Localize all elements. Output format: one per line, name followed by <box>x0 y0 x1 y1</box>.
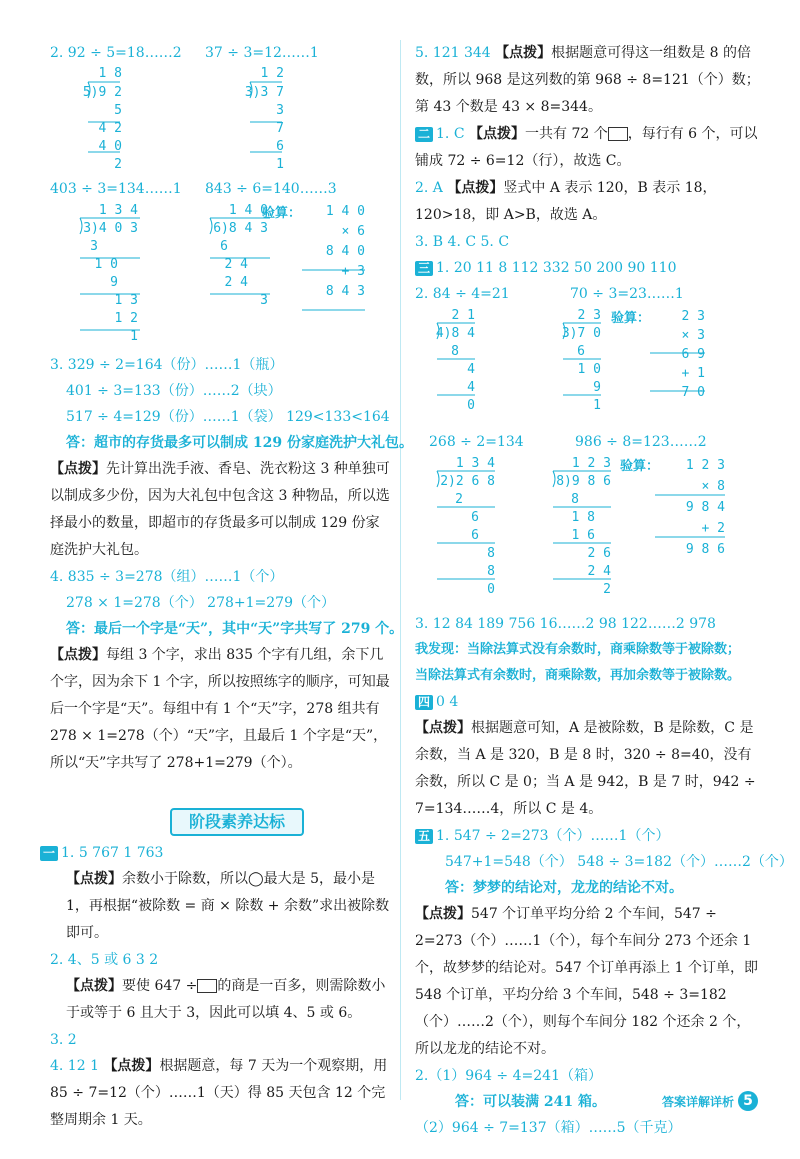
div7-row: 8 <box>487 564 495 579</box>
div2-row: 6 <box>276 139 284 154</box>
div1-row: 2 <box>114 157 122 172</box>
right-column <box>415 40 793 1141</box>
div3-row: 1 3 <box>114 293 138 308</box>
div7-row: 0 <box>487 582 495 597</box>
div6-row: 1 <box>593 398 601 413</box>
div3-row: 1 3 4 <box>98 203 138 218</box>
check-row: 8 4 0 <box>325 244 365 259</box>
q2-line-1: 2. 92 ÷ 5=18……2 <box>50 45 182 61</box>
q3-line: 401 ÷ 3=133（份）……2（块） <box>66 383 282 399</box>
q5: 5. 121 344 <box>415 45 491 61</box>
s3-long-division-2 <box>415 455 760 611</box>
tip-label: 【点拨】 <box>50 647 106 663</box>
div5-row: 4)8 4 <box>435 326 475 341</box>
s3-long-division-1 <box>415 307 760 429</box>
blank-box <box>197 979 217 993</box>
s1-q4-tip: 根据题意，每 7 天为一个观察期，用 85 ÷ 7=12（个）……1（天）得 85 天包含 12 个完整周期余 1 天。 <box>50 1058 388 1128</box>
s1-q1-tip: 余数小于除数，所以◯最大是 5，最小是 1，再根据“被除数 = 商 × 除数 + 余数”求出被除数即可。 <box>66 871 390 941</box>
s1-q2: 2. 4、5 或 6 3 2 <box>50 952 159 968</box>
s2-q1-tip-a: 一共有 72 个 <box>525 126 608 142</box>
s3-finding: 我发现：当除法算式没有余数时，商乘除数等于被除数； <box>415 642 741 657</box>
s5-q1b: 547+1=548（个） 548 ÷ 3=182（个）……2（个） <box>445 854 793 870</box>
div2-row: 3)3 7 <box>244 85 284 100</box>
div7-row: 8 <box>487 546 495 561</box>
check-label: 验算： <box>262 206 302 221</box>
s1-q2-tip-a: 要使 647 ÷ <box>122 978 198 994</box>
s5-q1: 1. 547 ÷ 2=273（个）……1（个） <box>436 828 670 844</box>
q4-tip: 每组 3 个字，求出 835 个字有几组，余下几个字，因为余下 1 个字，所以按照练字的顺序，可知最后一个字是“天”。每组中有 1 个“天”字，278 组共有 278 × 1=278（个）“天”字，且最后 1 个字是“天”，所以“天”字共写了 278+1=279（个）。 <box>50 647 390 771</box>
section-badge: 五 <box>415 829 433 844</box>
page-footer <box>662 1090 758 1112</box>
div5-row: 4 <box>467 380 475 395</box>
q4-answer: 答：最后一个字是“天”，其中“天”字共写了 279 个。 <box>66 621 404 637</box>
div7-row: 6 <box>471 528 479 543</box>
q2-line-4: 843 ÷ 6=140……3 <box>205 181 337 197</box>
s3-q3: 3. 12 84 189 756 16……2 98 122……2 978 <box>415 616 716 632</box>
check-row: 1 4 0 <box>325 204 365 219</box>
s1-q4: 4. 12 1 <box>50 1058 99 1074</box>
div8-row: 8 <box>571 492 579 507</box>
div3-row: 1 2 <box>114 311 138 326</box>
div1-row: 5)9 2 <box>82 85 122 100</box>
column-divider <box>400 40 401 1100</box>
div4-row: 3 <box>260 293 268 308</box>
s2-q2: 2. A <box>415 180 443 196</box>
div2-row: 7 <box>276 121 284 136</box>
s2-q2-tip: 竖式中 A 表示 120，B 表示 18，120>18，即 A>B，故选 A。 <box>415 180 717 223</box>
div7-row: 2 <box>455 492 463 507</box>
section-banner: 阶段素养达标 <box>170 808 304 836</box>
s3-q2a: 2. 84 ÷ 4=21 <box>415 286 510 302</box>
q2-long-division-1 <box>40 66 390 176</box>
q2-long-division-2 <box>40 202 390 352</box>
div7-row: 1 3 4 <box>455 456 495 471</box>
check-row: 6 9 <box>681 347 705 362</box>
div8-row: 1 2 3 <box>571 456 611 471</box>
div4-row: 2 4 <box>224 275 248 290</box>
check-row: 8 4 3 <box>325 284 365 299</box>
check-row: 9 8 6 <box>685 542 725 557</box>
check-row: + 2 <box>701 521 725 536</box>
div4-row: 1 4 0 <box>228 203 268 218</box>
div8-row: 8)9 8 6 <box>556 474 611 489</box>
q3-line: 517 ÷ 4=129（份）……1（袋） 129<133<164 <box>66 409 390 425</box>
div6-row: 2 3 <box>577 308 601 323</box>
div3-row: 1 0 <box>94 257 118 272</box>
div1-row: 4 0 <box>98 139 122 154</box>
q3-line: 3. 329 ÷ 2=164（份）……1（瓶） <box>50 357 284 373</box>
div2-row: 1 <box>276 157 284 172</box>
s1-q2-tip-b: 的商是一百多，则需除数小于或等于 6 且大于 3，因此可以填 4、5 或 6。 <box>66 978 386 1021</box>
div3-row: 9 <box>110 275 118 290</box>
div3-row: 3 <box>90 239 98 254</box>
check-row: 9 8 4 <box>685 500 725 515</box>
check-row: × 3 <box>681 328 705 343</box>
check-row: 7 0 <box>681 385 705 400</box>
tip-label: 【点拨】 <box>103 1058 160 1074</box>
footer-label: 答案详解详析 <box>661 1094 734 1109</box>
div3-row: 3)4 0 3 <box>83 221 138 236</box>
s1-q3: 3. 2 <box>50 1032 77 1048</box>
div8-row: 1 8 <box>571 510 595 525</box>
page-number: 5 <box>738 1091 758 1111</box>
s3-q1: 1. 20 11 8 112 332 50 200 90 110 <box>436 260 677 276</box>
div2-row: 3 <box>276 103 284 118</box>
q3-answer: 答：超市的存货最多可以制成 129 份家庭洗护大礼包。 <box>66 435 413 451</box>
left-column <box>40 40 413 777</box>
check-row: × 6 <box>341 224 365 239</box>
tip-label: 【点拨】 <box>415 720 471 736</box>
check-row: × 8 <box>701 479 725 494</box>
s5-q1-tip: 547 个订单平均分给 2 个车间，547 ÷ 2=273（个）……1（个），每个车间分 273 个还余 1 个，故梦梦的结论对。547 个订单再添上 1 个订单，即 548 个订单，平均分给 3 个车间，548 ÷ 3=182（个）……2（个），则每个车间分 182 个还余 2 个，所以龙龙的结论不对。 <box>415 906 758 1057</box>
s3-q2b: 70 ÷ 3=23……1 <box>570 286 684 302</box>
div5-row: 4 <box>467 362 475 377</box>
div6-row: 3)7 0 <box>561 326 601 341</box>
check-label: 验算： <box>611 311 651 326</box>
div6-row: 9 <box>593 380 601 395</box>
s5-q1-answer: 答：梦梦的结论对，龙龙的结论不对。 <box>445 880 683 896</box>
q2-line-2: 37 ÷ 3=12……1 <box>205 45 319 61</box>
div5-row: 8 <box>451 344 459 359</box>
tip-label: 【点拨】 <box>415 906 471 922</box>
section-badge: 一 <box>40 846 58 861</box>
div8-row: 2 6 <box>587 546 611 561</box>
div3-row: 1 <box>130 329 138 344</box>
tip-label: 【点拨】 <box>50 461 106 477</box>
div8-row: 2 4 <box>587 564 611 579</box>
tip-label: 【点拨】 <box>447 180 504 196</box>
s5-q2a: 2.（1）964 ÷ 4=241（箱） <box>415 1068 602 1084</box>
div1-row: 4 2 <box>98 121 122 136</box>
div6-row: 1 0 <box>577 362 601 377</box>
div5-row: 0 <box>467 398 475 413</box>
q2-line-3: 403 ÷ 3=134……1 <box>50 181 182 197</box>
check-row: 1 2 3 <box>685 458 725 473</box>
s5-q2b: （2）964 ÷ 7=137（箱）……5（千克） <box>415 1120 682 1136</box>
section-badge: 三 <box>415 261 433 276</box>
div2-quotient: 1 2 <box>260 66 284 81</box>
div1-quotient: 1 8 <box>98 66 122 81</box>
section-badge: 二 <box>415 127 433 142</box>
s3-q2d: 986 ÷ 8=123……2 <box>575 434 707 450</box>
s3-finding: 当除法算式有余数时，商乘除数，再加余数等于被除数。 <box>415 668 741 683</box>
q3-tip: 先计算出洗手液、香皂、洗衣粉这 3 种单独可以制成多少份，因为大礼包中包含这 3 种物品，所以选择最小的数量，即超市的存货最多可以制成 129 份家庭洗护大礼包。 <box>50 461 390 558</box>
section-badge: 四 <box>415 695 433 710</box>
div8-row: 2 <box>603 582 611 597</box>
q5-tip: 根据题意可得这一组数是 8 的倍数，所以 968 是这列数的第 968 ÷ 8=121（个）数；第 43 个数是 43 × 8=344。 <box>415 45 760 115</box>
div4-row: 2 4 <box>224 257 248 272</box>
tip-label: 【点拨】 <box>495 45 552 61</box>
s4-tip: 根据题意可知，A 是被除数，B 是除数，C 是余数，当 A 是 320，B 是 8 时，320 ÷ 8=40，没有余数，所以 C 是 0；当 A 是 942，B 是 7 时，942 ÷ 7=134……4，所以 C 是 4。 <box>415 720 756 817</box>
check-row: 2 3 <box>681 309 705 324</box>
left-column-lower <box>40 840 390 1134</box>
tip-label: 【点拨】 <box>66 871 122 887</box>
s2-q3: 3. B 4. C 5. C <box>415 234 510 250</box>
div5-row: 2 1 <box>451 308 475 323</box>
s4-answer: 0 4 <box>436 694 459 710</box>
check-row: + 3 <box>341 264 365 279</box>
div4-row: 6 <box>220 239 228 254</box>
q4-line: 4. 835 ÷ 3=278（组）……1（个） <box>50 569 284 585</box>
s5-q2a-answer: 答：可以装满 241 箱。 <box>455 1094 606 1110</box>
s1-q1: 1. 5 767 1 763 <box>61 845 164 861</box>
div1-row: 5 <box>114 103 122 118</box>
tip-label: 【点拨】 <box>469 126 525 142</box>
s3-q2c: 268 ÷ 2=134 <box>429 434 524 450</box>
tip-label: 【点拨】 <box>66 978 122 994</box>
check-label: 验算： <box>620 459 660 474</box>
check-row: + 1 <box>681 366 705 381</box>
rectangle-tile <box>608 127 628 141</box>
div7-row: 6 <box>471 510 479 525</box>
div4-row: 6)8 4 3 <box>213 221 268 236</box>
s2-q1: 1. C <box>436 126 465 142</box>
div8-row: 1 6 <box>571 528 595 543</box>
div6-row: 6 <box>577 344 585 359</box>
div7-row: 2)2 6 8 <box>440 474 495 489</box>
q4-line: 278 × 1=278（个） 278+1=279（个） <box>66 595 335 611</box>
s2-q1-tip-b: ，每行有 6 个，可以铺成 72 ÷ 6=12（行），故选 C。 <box>415 126 758 169</box>
